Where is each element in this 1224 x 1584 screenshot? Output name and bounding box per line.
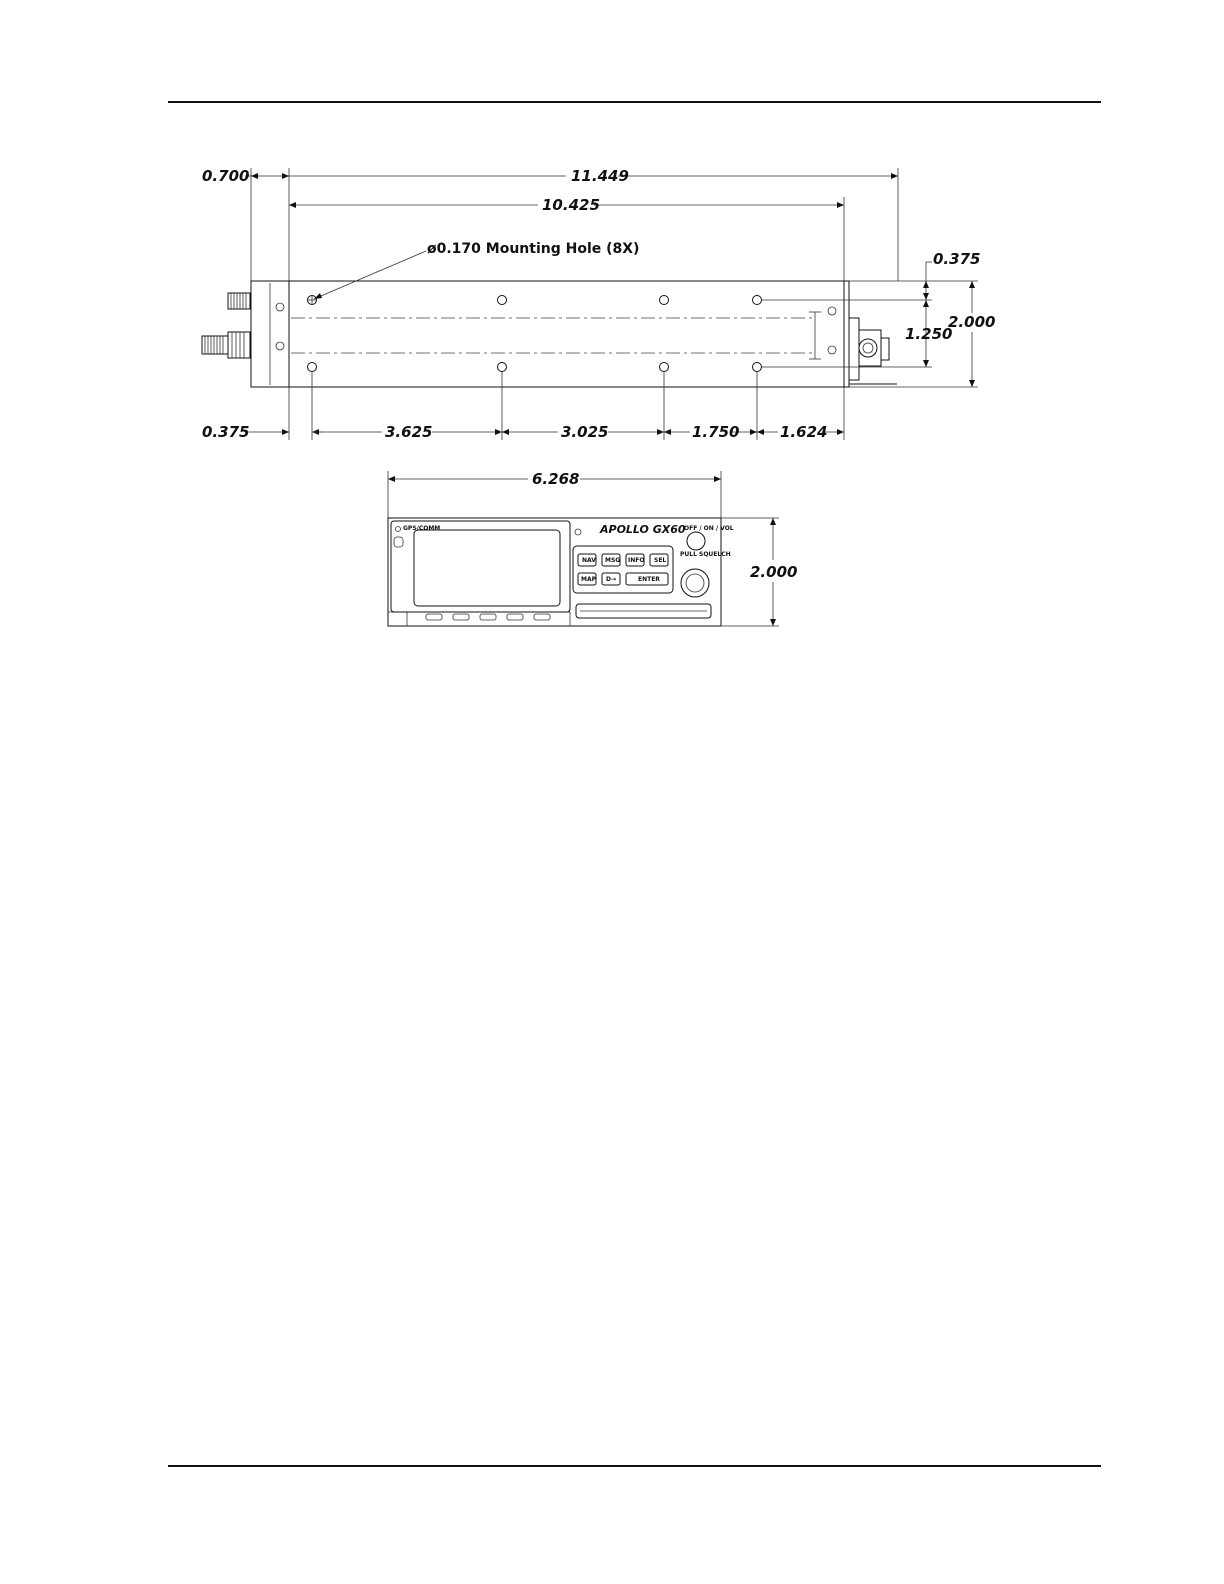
svg-text:MSG: MSG <box>605 557 621 564</box>
front-width-label: 6.268 <box>532 470 580 488</box>
key-enter[interactable] <box>626 573 668 585</box>
mounting-hole-icon <box>307 295 317 305</box>
svg-text:MAP: MAP <box>581 576 597 583</box>
key-direct-to[interactable] <box>602 573 620 585</box>
key-msg[interactable] <box>602 554 620 566</box>
large-selector-knob[interactable] <box>681 569 709 597</box>
dim-height-label: 2.000 <box>948 313 996 331</box>
svg-text:INFO: INFO <box>628 557 645 564</box>
dim-hole-gap-2-label: 3.025 <box>561 423 609 441</box>
key-map[interactable] <box>578 573 597 585</box>
soft-key-2[interactable] <box>453 614 469 620</box>
flange-screw-icon <box>276 303 284 311</box>
mounting-hole-icon <box>498 363 507 372</box>
dim-left-offset-label: 0.375 <box>202 423 250 441</box>
side-view <box>202 167 995 441</box>
mounting-hole-icon <box>753 296 762 305</box>
soft-key-4[interactable] <box>507 614 523 620</box>
connector-lower-icon <box>202 332 250 358</box>
dim-hole-spacing-label: 1.250 <box>905 325 953 343</box>
key-sel[interactable] <box>650 554 668 566</box>
mounting-hole-icon <box>753 363 762 372</box>
connector-upper-icon <box>228 293 250 309</box>
svg-text:SEL: SEL <box>654 557 667 564</box>
dim-right-offset-label: 0.375 <box>933 250 981 268</box>
svg-text:D→: D→ <box>606 576 617 583</box>
indicator-icon <box>396 527 401 532</box>
soft-key-5[interactable] <box>534 614 550 620</box>
key-nav[interactable] <box>578 554 596 566</box>
display-bezel <box>391 521 570 612</box>
front-height-label: 2.000 <box>750 563 798 581</box>
rear-connector-icon <box>844 281 897 387</box>
key-info[interactable] <box>626 554 644 566</box>
dim-hole-gap-3-label: 1.750 <box>692 423 740 441</box>
mounting-hole-icon <box>498 296 507 305</box>
dim-hole-gap-4-label: 1.624 <box>780 423 828 441</box>
front-view <box>388 470 797 626</box>
svg-text:ENTER: ENTER <box>638 576 660 583</box>
soft-key-3[interactable] <box>480 614 496 620</box>
keypad-frame <box>573 546 673 593</box>
brand-model-label: APOLLO GX60 <box>600 523 686 536</box>
knob-bottom-label: PULL SQUELCH <box>680 551 731 558</box>
soft-key-1[interactable] <box>426 614 442 620</box>
flange-screw-icon <box>276 342 284 350</box>
mounting-hole-icon <box>660 296 669 305</box>
rear-screw-icon <box>828 346 836 354</box>
rear-screw-icon <box>828 307 836 315</box>
mounting-hole-icon <box>308 363 317 372</box>
volume-knob[interactable] <box>687 532 705 550</box>
dim-body-length-label: 10.425 <box>542 196 600 214</box>
dim-overall-length-label: 11.449 <box>571 167 629 185</box>
knob-top-label: OFF / ON / VOL <box>684 525 734 532</box>
card-slot-icon <box>394 537 403 547</box>
svg-text:NAV: NAV <box>582 557 596 564</box>
photocell-icon <box>575 529 581 535</box>
dim-hole-gap-1-label: 3.625 <box>385 423 433 441</box>
mounting-hole-note: ø0.170 Mounting Hole (8X) <box>427 241 640 257</box>
dim-flange-label: 0.700 <box>202 167 250 185</box>
display-screen <box>414 530 560 606</box>
mounting-hole-icon <box>660 363 669 372</box>
brand-left-label: GPS/COMM <box>403 525 441 532</box>
small-selector-knob[interactable] <box>686 574 704 592</box>
